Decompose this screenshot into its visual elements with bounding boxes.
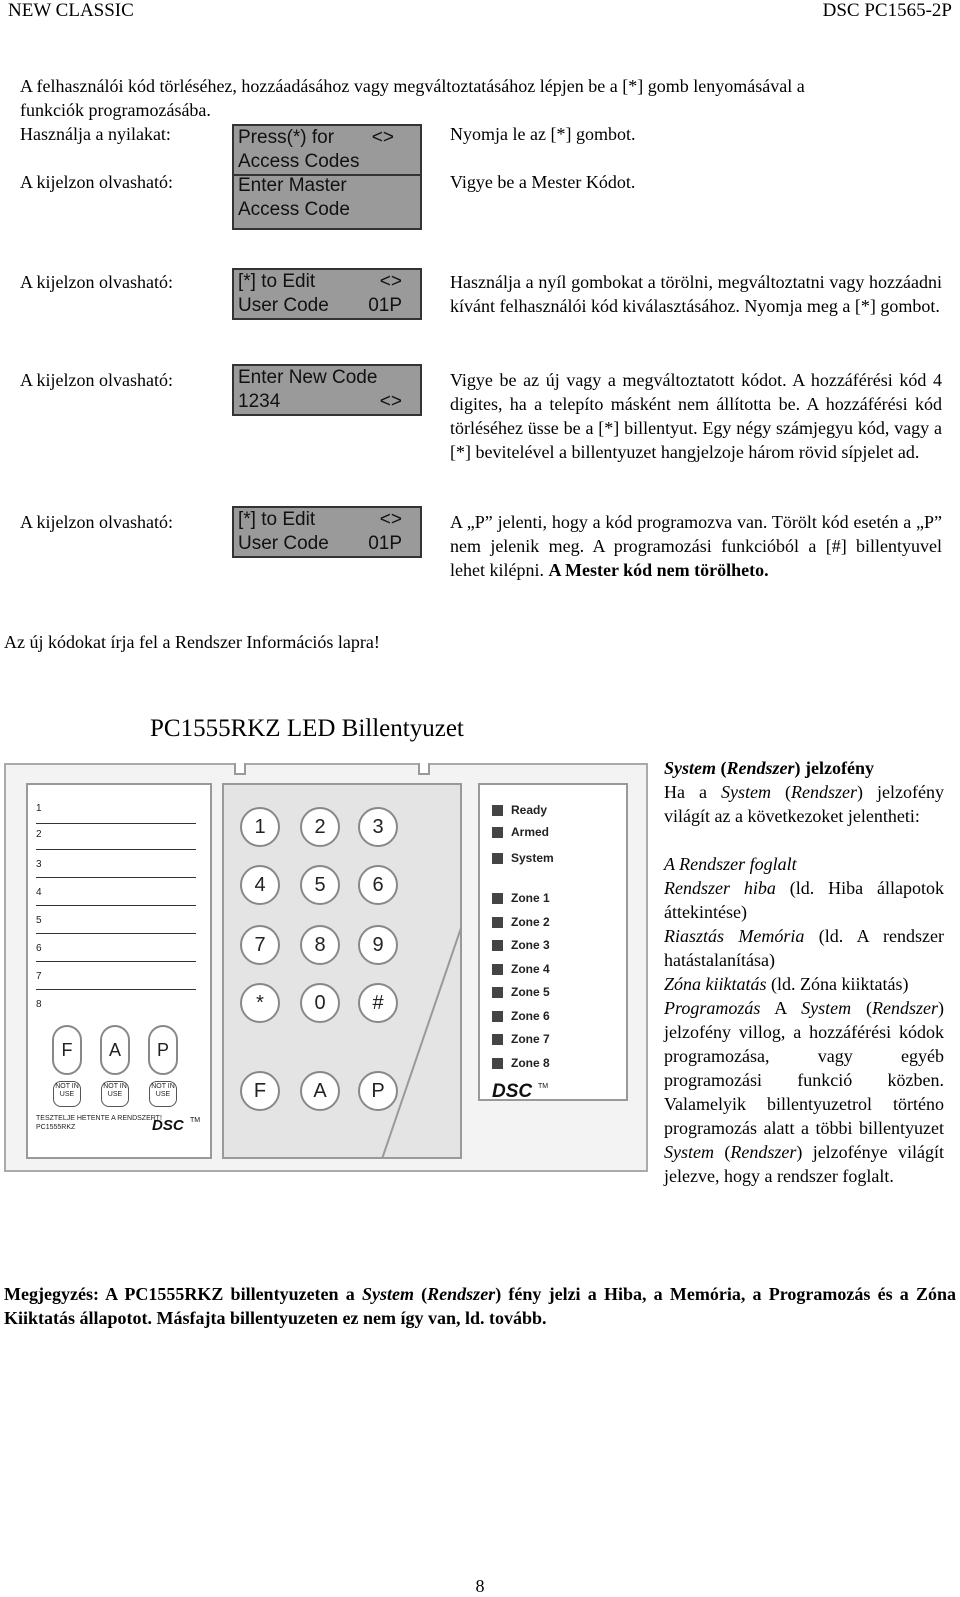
zone-number: 3	[36, 859, 42, 870]
zone-number: 1	[36, 803, 42, 814]
led-indicator	[492, 1011, 503, 1022]
led-system	[492, 851, 554, 865]
auxiliary-key[interactable]: A	[100, 1025, 130, 1075]
step4-label: A kijelzon olvasható:	[20, 512, 173, 532]
led-indicator	[492, 940, 503, 951]
zone-number: 4	[36, 887, 42, 898]
dsc-logo: DSC	[152, 1117, 184, 1134]
led-zone-2	[492, 915, 550, 929]
system-light-intro	[664, 780, 944, 828]
lcd-display-1	[232, 124, 422, 230]
zone-number: 2	[36, 829, 42, 840]
lcd-arrows: <>	[371, 127, 394, 148]
lcd-display-3	[232, 364, 422, 416]
panic-key[interactable]: P	[148, 1025, 178, 1075]
trademark-mark: TM	[538, 1083, 549, 1090]
led-indicator	[492, 893, 503, 904]
text-part: ) jelzofénye világít jelezve, hogy a rendszer foglalt.	[664, 1142, 944, 1186]
text-part: Riasztás Memória	[664, 926, 805, 946]
keypad-cover-diagonal	[374, 925, 462, 1159]
text-part: Programozás	[664, 998, 761, 1018]
zone-write-line	[36, 905, 196, 906]
bottom-note	[4, 1282, 956, 1330]
model-text: PC1555RKZ	[36, 1124, 76, 1131]
text-part: System	[801, 998, 852, 1018]
led-indicator	[492, 827, 503, 838]
led-indicator	[492, 805, 503, 816]
lcd-display-2	[232, 268, 422, 320]
lcd-text: User Code	[238, 533, 329, 554]
item-zone-bypass	[664, 972, 944, 996]
text-part: (	[713, 1142, 731, 1162]
zone-write-line	[36, 877, 196, 878]
led-label: Ready	[511, 803, 548, 817]
item-programming	[664, 996, 944, 1188]
led-label: Zone 3	[511, 938, 550, 952]
step1-desc-2: Vigye be a Mester Kódot.	[450, 172, 636, 192]
lcd-text: Enter Master	[238, 175, 347, 196]
lcd-text: Enter New Code	[238, 367, 378, 388]
key-9[interactable]: 9	[358, 925, 398, 965]
zone-number: 7	[36, 971, 42, 982]
text-part: Megjegyzés: A PC1555RKZ billentyuzeten a	[4, 1284, 362, 1304]
lcd-text: [*] to Edit	[238, 509, 316, 530]
text-part: ) jelzofény villog, a hozzáférési kódok programozása, vagy egyéb programozási funkció közben. Valamelyik billentyuzetrol történo programozás alatt a többi billentyuzet	[664, 998, 944, 1138]
zone-write-line	[36, 989, 196, 990]
led-label: Zone 1	[511, 891, 550, 905]
key-1[interactable]: 1	[240, 807, 280, 847]
led-label: Zone 5	[511, 985, 550, 999]
dsc-logo: DSC	[492, 1081, 533, 1102]
led-indicator	[492, 1034, 503, 1045]
step4-desc-text: A „P” jelenti, hogy a kód programozva van. Törölt kód esetén a „P” nem jelenik meg. A programozási funkcióból a [#] billentyuvel lehet kilépni.	[450, 512, 942, 580]
intro-line-2: funkciók programozásába.	[20, 100, 211, 120]
keypad-key-panel	[222, 783, 462, 1159]
text-part: (	[851, 998, 872, 1018]
keypad-led-panel	[478, 783, 628, 1101]
text-part: Zóna kiiktatás	[664, 974, 767, 994]
step3-desc: Vigye be az új vagy a megváltoztatott kódot. A hozzáférési kód 4 digites, ha a telepíto másként nem állította be. A hozzáférési kód törléséhez üsse be a [*] billentyut. Egy négy számjegyu kód, vagy a [*] bevitelével a billentyuzet hangjelzoje három rövid sípjelet ad.	[450, 370, 942, 462]
keypad-illustration	[4, 763, 648, 1172]
heading-part: System	[664, 758, 716, 778]
led-armed	[492, 825, 549, 839]
write-codes-note: Az új kódokat írja fel a Rendszer Információs lapra!	[4, 632, 380, 652]
lcd-arrows: <>	[379, 391, 402, 412]
led-zone-4	[492, 962, 550, 976]
key-8[interactable]: 8	[300, 925, 340, 965]
key-hash[interactable]: #	[358, 983, 398, 1023]
text-part: Rendszer	[791, 782, 858, 802]
heading-part: Rendszer	[726, 758, 795, 778]
step2-desc: Használja a nyíl gombokat a törölni, megváltoztatni vagy hozzáadni kívánt felhasználói kód kiválasztásához. Nyomja meg a [*] gombot.	[450, 272, 942, 316]
led-zone-7	[492, 1032, 550, 1046]
led-zone-5	[492, 985, 550, 999]
led-label: Zone 7	[511, 1032, 550, 1046]
led-label: Zone 4	[511, 962, 550, 976]
not-in-use-label: NOT IN USE	[53, 1081, 81, 1107]
not-in-use-label: NOT IN USE	[149, 1081, 177, 1107]
lcd-text: Access Code	[238, 199, 350, 220]
step1-desc-1: Nyomja le az [*] gombot.	[450, 124, 636, 144]
led-label: Zone 8	[511, 1056, 550, 1070]
led-label: Armed	[511, 825, 550, 839]
text-part: (ld. Hiba állapotok áttekintése)	[664, 878, 944, 922]
step1-label: Használja a nyilakat:	[20, 124, 171, 144]
lcd-code: 01P	[368, 533, 402, 554]
lcd-code: 01P	[368, 295, 402, 316]
header-left: NEW CLASSIC	[8, 0, 134, 21]
text-part: Rendszer hiba	[664, 878, 776, 898]
keypad-zone-panel	[26, 783, 212, 1159]
text-part: A	[760, 998, 802, 1018]
key-5[interactable]: 5	[300, 865, 340, 905]
text-part: ) fény jelzi a Hiba, a Memória, a Programozás és a Zóna Kiiktatás állapotot. Másfajta billentyuzeten ez nem így van, ld. tovább.	[4, 1284, 956, 1328]
text-part: Rendszer	[872, 998, 938, 1018]
heading-part: (	[716, 758, 727, 778]
key-0[interactable]: 0	[300, 983, 340, 1023]
text-part: Rendszer	[427, 1284, 496, 1304]
led-zone-6	[492, 1009, 550, 1023]
zone-write-line	[36, 823, 196, 824]
key-6[interactable]: 6	[358, 865, 398, 905]
zone-write-line	[36, 849, 196, 850]
system-light-explanation	[664, 756, 944, 1188]
text-part: (ld. Zóna kiiktatás)	[766, 974, 909, 994]
test-weekly-text: TESZTELJE HETENTE A RENDSZERT!	[36, 1115, 162, 1122]
step1-label2: A kijelzon olvasható:	[20, 172, 173, 192]
led-label: Zone 2	[511, 915, 550, 929]
led-indicator	[492, 1058, 503, 1069]
led-zone-8	[492, 1056, 550, 1070]
key-auxiliary[interactable]: A	[300, 1071, 340, 1111]
step2-label: A kijelzon olvasható:	[20, 272, 173, 292]
lcd-divider	[234, 174, 420, 176]
keypad-title: PC1555RKZ LED Billentyuzet	[150, 715, 464, 742]
led-zone-3	[492, 938, 550, 952]
lcd-text: [*] to Edit	[238, 271, 316, 292]
keypad-tab	[418, 763, 430, 775]
intro-text	[20, 74, 950, 122]
key-panic[interactable]: P	[358, 1071, 398, 1111]
zone-number: 8	[36, 999, 42, 1010]
step3-label: A kijelzon olvasható:	[20, 370, 173, 390]
led-zone-1	[492, 891, 550, 905]
key-3[interactable]: 3	[358, 807, 398, 847]
zone-write-line	[36, 961, 196, 962]
lcd-arrows: <>	[379, 271, 402, 292]
led-indicator	[492, 964, 503, 975]
text-part: Ha a	[664, 782, 722, 802]
item-system-busy: A Rendszer foglalt	[664, 854, 797, 874]
led-label: Zone 6	[511, 1009, 550, 1023]
zone-number: 6	[36, 943, 42, 954]
text-part: (ld. A rendszer hatástalanítása)	[664, 926, 945, 970]
trademark-mark: TM	[190, 1117, 201, 1124]
text-part: ) jelzofény világít az a következoket jelentheti:	[664, 782, 944, 826]
text-part: System	[361, 1284, 414, 1304]
lcd-text: 1234	[238, 391, 281, 412]
item-alarm-memory	[664, 924, 944, 972]
led-ready	[492, 803, 547, 817]
lcd-display-4	[232, 506, 422, 558]
step4-desc	[450, 510, 942, 582]
key-star[interactable]: *	[240, 983, 280, 1023]
led-indicator	[492, 917, 503, 928]
system-light-heading	[664, 756, 944, 780]
lcd-text: Access Codes	[238, 151, 360, 172]
lcd-text: User Code	[238, 295, 329, 316]
key-2[interactable]: 2	[300, 807, 340, 847]
led-indicator	[492, 853, 503, 864]
key-fire[interactable]: F	[240, 1071, 280, 1111]
zone-number: 5	[36, 915, 42, 926]
text-part: System	[721, 782, 771, 802]
key-4[interactable]: 4	[240, 865, 280, 905]
led-label: System	[511, 851, 554, 865]
key-7[interactable]: 7	[240, 925, 280, 965]
text-part: (	[413, 1284, 428, 1304]
heading-part: ) jelzofény	[794, 758, 874, 778]
item-system-trouble	[664, 876, 944, 924]
header-right: DSC PC1565-2P	[822, 0, 952, 21]
not-in-use-label: NOT IN USE	[101, 1081, 129, 1107]
text-part: Rendszer	[730, 1142, 797, 1162]
zone-write-line	[36, 933, 196, 934]
step4-desc-bold: A Mester kód nem törölheto.	[548, 560, 769, 580]
text-part: System	[664, 1142, 714, 1162]
keypad-tab	[234, 763, 246, 775]
led-indicator	[492, 987, 503, 998]
intro-line-1: A felhasználói kód törléséhez, hozzáadásához vagy megváltoztatásához lépjen be a [*] gomb lenyomásával a	[20, 76, 805, 96]
lcd-text: Press(*) for	[238, 127, 335, 148]
page-number: 8	[475, 1576, 485, 1596]
fire-key[interactable]: F	[52, 1025, 82, 1075]
text-part: (	[771, 782, 792, 802]
lcd-arrows: <>	[379, 509, 402, 530]
